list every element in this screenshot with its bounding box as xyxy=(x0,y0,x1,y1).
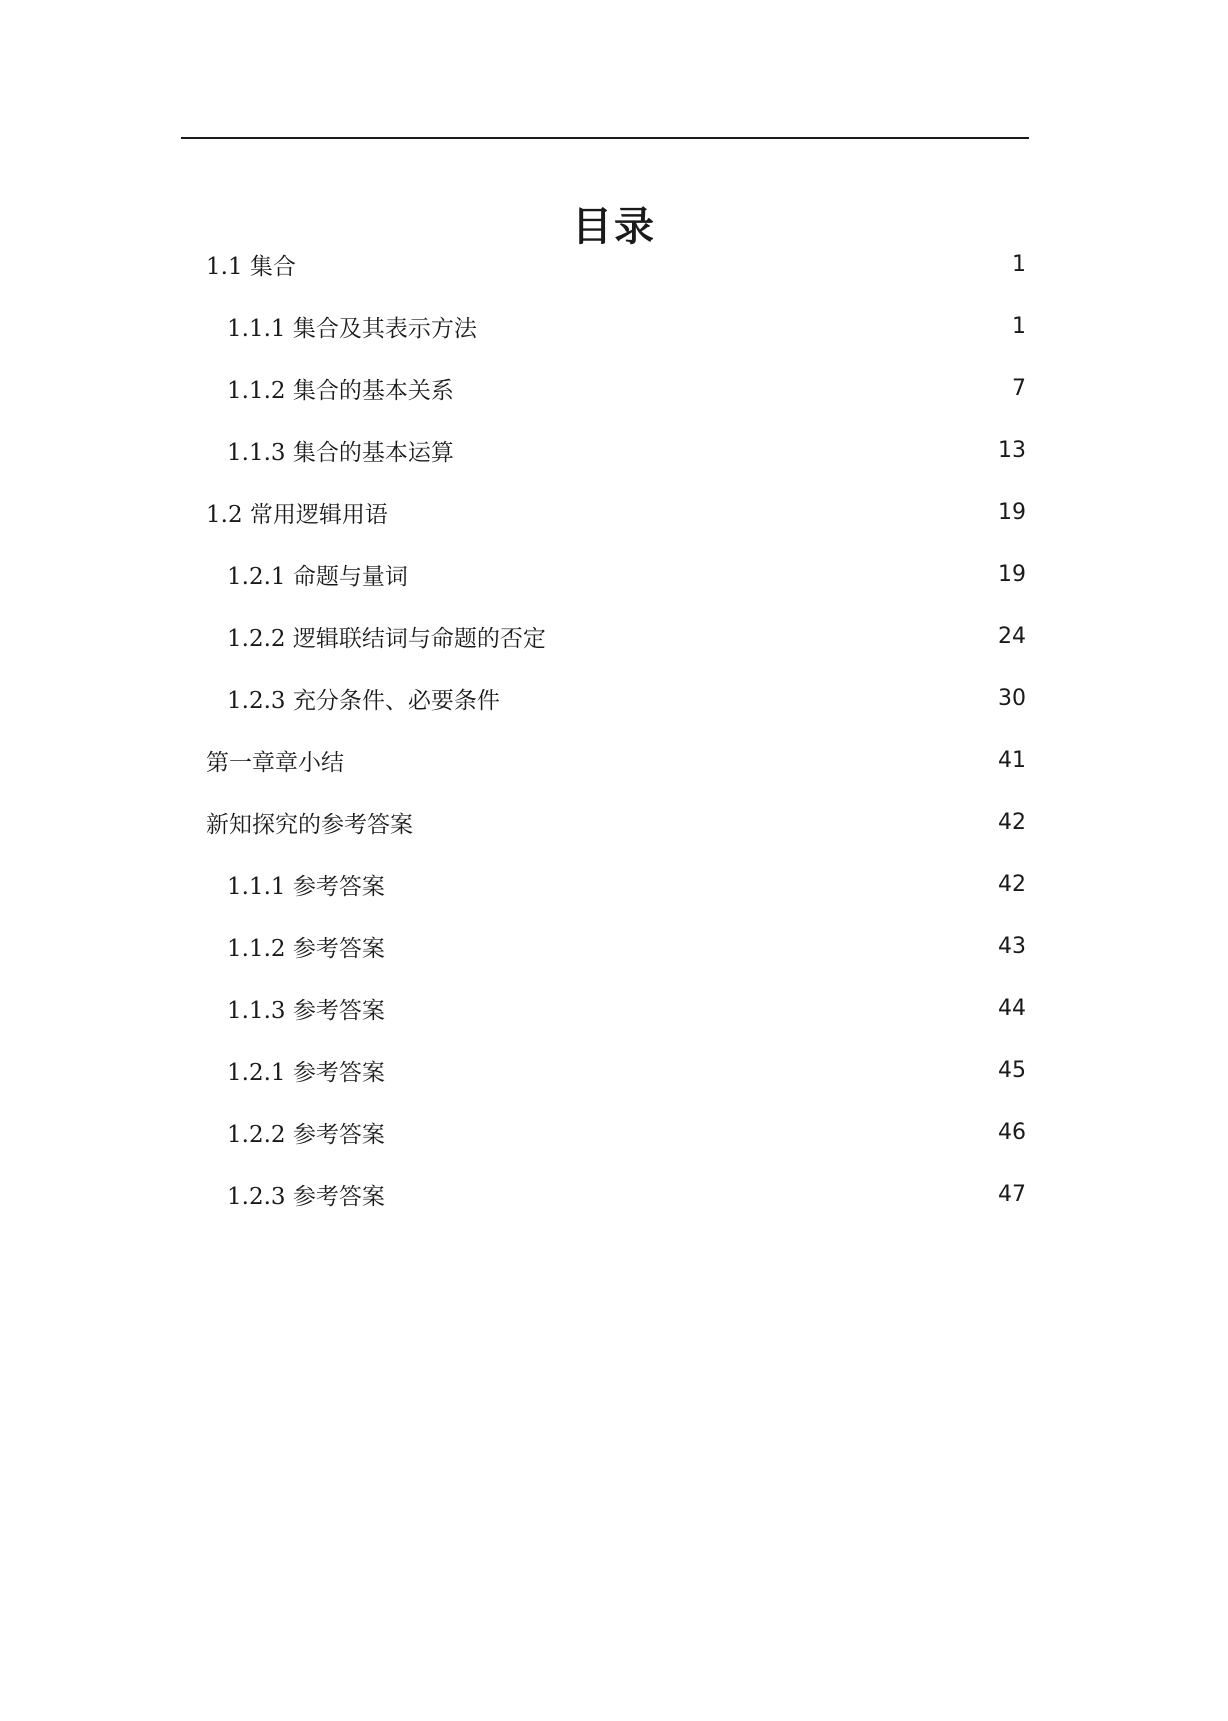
toc-entry-page-number: 46 xyxy=(998,1119,1026,1145)
header-rule xyxy=(181,137,1029,139)
toc-entry[interactable] xyxy=(206,543,1028,605)
page-title: 目录 xyxy=(572,203,656,250)
toc-entry[interactable] xyxy=(206,481,1028,543)
toc-entry-page-number: 1 xyxy=(1012,313,1026,339)
toc-entry[interactable] xyxy=(206,791,1028,853)
toc-entry-page-number: 13 xyxy=(998,437,1026,463)
toc-entry[interactable] xyxy=(206,1163,1028,1225)
toc-entry[interactable] xyxy=(206,977,1028,1039)
toc-entry-label: 1.2.2 参考答案 xyxy=(227,1121,385,1148)
toc-entry[interactable] xyxy=(206,729,1028,791)
toc-entry-page-number: 19 xyxy=(998,561,1026,587)
toc-entry[interactable] xyxy=(206,605,1028,667)
toc-entry-page-number: 47 xyxy=(998,1181,1026,1207)
toc-entry[interactable] xyxy=(206,295,1028,357)
toc-entry-label: 新知探究的参考答案 xyxy=(206,811,413,838)
toc-entry[interactable] xyxy=(206,233,1028,295)
toc-entry-label: 1.2.3 参考答案 xyxy=(227,1183,385,1210)
toc-entry-page-number: 41 xyxy=(998,747,1026,773)
toc-entry-page-number: 19 xyxy=(998,499,1026,525)
toc-entry-page-number: 1 xyxy=(1012,251,1026,277)
toc-entry[interactable] xyxy=(206,915,1028,977)
toc-entry-label: 1.1.3 集合的基本运算 xyxy=(227,439,454,466)
toc-entry-page-number: 30 xyxy=(998,685,1026,711)
toc-entry-page-number: 24 xyxy=(998,623,1026,649)
toc-entry-label: 1.1.1 集合及其表示方法 xyxy=(227,315,477,342)
toc-entry[interactable] xyxy=(206,419,1028,481)
toc-entry-page-number: 42 xyxy=(998,809,1026,835)
toc-entry-page-number: 42 xyxy=(998,871,1026,897)
toc-entry-label: 1.2.1 参考答案 xyxy=(227,1059,385,1086)
toc-entry[interactable] xyxy=(206,853,1028,915)
toc-entry-page-number: 7 xyxy=(1012,375,1026,401)
toc-entry-label: 1.2.2 逻辑联结词与命题的否定 xyxy=(227,625,546,652)
toc-entry-label: 1.1 集合 xyxy=(206,253,296,280)
toc-entry-label: 1.1.2 集合的基本关系 xyxy=(227,377,454,404)
toc-entry[interactable] xyxy=(206,667,1028,729)
toc-entry-label: 第一章章小结 xyxy=(206,749,344,776)
toc-entry-label: 1.2.1 命题与量词 xyxy=(227,563,408,590)
toc-entry[interactable] xyxy=(206,1101,1028,1163)
toc-entry[interactable] xyxy=(206,1039,1028,1101)
toc-entry-page-number: 44 xyxy=(998,995,1026,1021)
toc-entry-label: 1.1.1 参考答案 xyxy=(227,873,385,900)
toc-entry-label: 1.2 常用逻辑用语 xyxy=(206,501,388,528)
toc-entry-label: 1.2.3 充分条件、必要条件 xyxy=(227,687,500,714)
toc-entry-label: 1.1.2 参考答案 xyxy=(227,935,385,962)
toc-entry-page-number: 43 xyxy=(998,933,1026,959)
table-of-contents xyxy=(206,233,1028,1225)
toc-entry-label: 1.1.3 参考答案 xyxy=(227,997,385,1024)
toc-entry-page-number: 45 xyxy=(998,1057,1026,1083)
toc-entry[interactable] xyxy=(206,357,1028,419)
